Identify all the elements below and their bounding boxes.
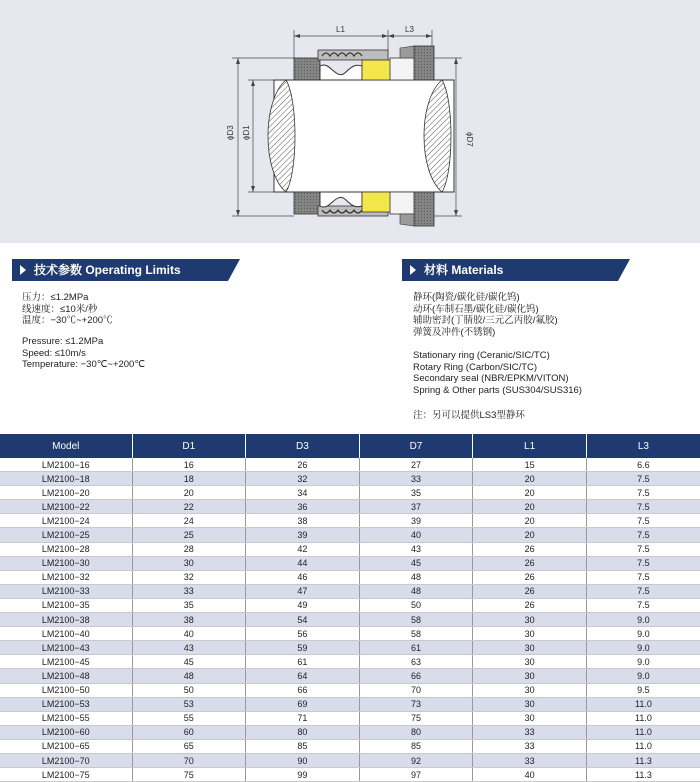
cell-l1: 30 [473, 627, 587, 641]
cell-model: LM2100−20 [0, 486, 132, 500]
cell-l3: 9.0 [586, 627, 700, 641]
cell-model: LM2100−70 [0, 753, 132, 767]
table-body [0, 458, 700, 782]
header-l3: L3 [586, 434, 700, 458]
cell-d3: 26 [246, 458, 360, 472]
cell-l1: 30 [473, 697, 587, 711]
cell-l3: 11.3 [586, 753, 700, 767]
material-cn-spring: 弹簧及冲件(不锈钢) [413, 326, 496, 338]
limit-en-pressure: Pressure: ≤1.2MPa [22, 336, 104, 347]
cell-d1: 32 [132, 570, 246, 584]
cell-l1: 33 [473, 725, 587, 739]
cell-l3: 7.5 [586, 598, 700, 612]
cell-l1: 20 [473, 486, 587, 500]
cell-l3: 7.5 [586, 486, 700, 500]
table-row [0, 711, 700, 725]
cell-d7: 37 [359, 500, 473, 514]
cell-l3: 9.0 [586, 613, 700, 627]
cell-l1: 26 [473, 542, 587, 556]
table-row [0, 627, 700, 641]
cell-d1: 50 [132, 683, 246, 697]
cell-l1: 40 [473, 768, 587, 782]
operating-limits-en [22, 336, 145, 371]
cell-model: LM2100−40 [0, 627, 132, 641]
material-en-secondary: Secondary seal (NBR/EPKM/VITON) [413, 373, 569, 384]
cell-l3: 11.0 [586, 711, 700, 725]
cell-l3: 11.0 [586, 697, 700, 711]
cell-l3: 7.5 [586, 584, 700, 598]
cell-d1: 43 [132, 641, 246, 655]
mechanical-seal-drawing [0, 0, 700, 243]
material-en-spring: Spring & Other parts (SUS304/SUS316) [413, 384, 582, 396]
cell-d7: 73 [359, 697, 473, 711]
lower-seal-assembly [294, 192, 434, 226]
cell-d1: 55 [132, 711, 246, 725]
cell-d3: 39 [246, 528, 360, 542]
cell-model: LM2100−32 [0, 570, 132, 584]
cell-l3: 9.0 [586, 655, 700, 669]
table-row [0, 556, 700, 570]
cell-d7: 75 [359, 711, 473, 725]
cell-d7: 48 [359, 570, 473, 584]
cell-d3: 54 [246, 613, 360, 627]
cell-d1: 40 [132, 627, 246, 641]
table-row [0, 613, 700, 627]
cell-l1: 15 [473, 458, 587, 472]
cell-l1: 26 [473, 556, 587, 570]
table-row [0, 655, 700, 669]
dim-label-d7: ϕD7 [465, 132, 474, 147]
cell-l3: 6.6 [586, 458, 700, 472]
cell-d3: 61 [246, 655, 360, 669]
cell-d7: 58 [359, 627, 473, 641]
materials-note [413, 410, 525, 422]
operating-limits-cn [22, 292, 113, 327]
cell-d1: 28 [132, 542, 246, 556]
cell-l3: 7.5 [586, 570, 700, 584]
cell-d3: 69 [246, 697, 360, 711]
materials-cn [413, 292, 558, 338]
cell-d1: 20 [132, 486, 246, 500]
cell-d7: 70 [359, 683, 473, 697]
cell-d1: 16 [132, 458, 246, 472]
cell-model: LM2100−18 [0, 472, 132, 486]
limit-en-speed: Speed: ≤10m/s [22, 347, 86, 359]
cell-d7: 66 [359, 669, 473, 683]
limit-cn-temperature: 温度：−30℃~+200℃ [22, 315, 113, 326]
cell-d7: 80 [359, 725, 473, 739]
cell-l1: 30 [473, 613, 587, 627]
material-en-stationary: Stationary ring (Ceranic/SIC/TC) [413, 350, 550, 361]
cell-d3: 64 [246, 669, 360, 683]
cell-l1: 20 [473, 528, 587, 542]
cell-model: LM2100−28 [0, 542, 132, 556]
cell-d7: 97 [359, 768, 473, 782]
table-row [0, 669, 700, 683]
material-en-rotary: Rotary Ring (Carbon/SIC/TC) [413, 361, 538, 373]
limit-en-temperature: Temperature: −30℃~+200℃ [22, 359, 146, 370]
cell-d3: 38 [246, 514, 360, 528]
cell-l1: 20 [473, 514, 587, 528]
dim-label-d3: ϕD3 [226, 125, 235, 140]
cell-d3: 46 [246, 570, 360, 584]
spec-table [0, 434, 700, 782]
cell-d3: 36 [246, 500, 360, 514]
table-row [0, 725, 700, 739]
cell-d1: 25 [132, 528, 246, 542]
cell-model: LM2100−30 [0, 556, 132, 570]
cell-d7: 92 [359, 753, 473, 767]
cell-model: LM2100−50 [0, 683, 132, 697]
cell-l1: 20 [473, 472, 587, 486]
cell-d7: 61 [359, 641, 473, 655]
table-row [0, 514, 700, 528]
table-row [0, 458, 700, 472]
cell-d3: 59 [246, 641, 360, 655]
material-cn-secondary: 辅助密封(丁腈胶/三元乙丙胶/氟胶) [413, 315, 558, 326]
cell-l1: 30 [473, 683, 587, 697]
cell-model: LM2100−16 [0, 458, 132, 472]
table-row [0, 472, 700, 486]
cell-d3: 44 [246, 556, 360, 570]
cell-d3: 99 [246, 768, 360, 782]
cell-d7: 39 [359, 514, 473, 528]
cell-d7: 48 [359, 584, 473, 598]
material-cn-rotary: 动环(车制石墨/碳化硅/碳化钨) [413, 303, 539, 315]
cell-l1: 33 [473, 739, 587, 753]
cell-d3: 47 [246, 584, 360, 598]
cell-model: LM2100−75 [0, 768, 132, 782]
cell-d3: 32 [246, 472, 360, 486]
table-row [0, 753, 700, 767]
cell-d1: 24 [132, 514, 246, 528]
cell-l1: 26 [473, 598, 587, 612]
cell-l1: 30 [473, 711, 587, 725]
cell-l3: 7.5 [586, 528, 700, 542]
cell-d1: 45 [132, 655, 246, 669]
operating-limits-header: 技术参数 Operating Limits [12, 259, 228, 281]
cell-l1: 30 [473, 669, 587, 683]
cell-d1: 33 [132, 584, 246, 598]
table-row [0, 683, 700, 697]
cell-l1: 33 [473, 753, 587, 767]
table-row [0, 486, 700, 500]
cell-d7: 43 [359, 542, 473, 556]
table-row [0, 500, 700, 514]
cell-l3: 9.5 [586, 683, 700, 697]
cell-d1: 65 [132, 739, 246, 753]
cell-d7: 40 [359, 528, 473, 542]
cell-l3: 11.0 [586, 725, 700, 739]
cell-d3: 80 [246, 725, 360, 739]
cell-d7: 35 [359, 486, 473, 500]
limit-cn-speed: 线速度：≤10米/秒 [22, 303, 98, 315]
cell-model: LM2100−25 [0, 528, 132, 542]
table-row [0, 570, 700, 584]
cell-model: LM2100−22 [0, 500, 132, 514]
cell-l3: 7.5 [586, 556, 700, 570]
seal-diagram-panel [0, 0, 700, 243]
cell-d1: 38 [132, 613, 246, 627]
cell-d3: 34 [246, 486, 360, 500]
cell-model: LM2100−43 [0, 641, 132, 655]
cell-d1: 35 [132, 598, 246, 612]
table-row [0, 739, 700, 753]
cell-l3: 11.0 [586, 739, 700, 753]
table-row [0, 697, 700, 711]
cell-l1: 20 [473, 500, 587, 514]
cell-d1: 18 [132, 472, 246, 486]
cell-d7: 33 [359, 472, 473, 486]
cell-d3: 71 [246, 711, 360, 725]
shaft [268, 80, 454, 192]
table-row [0, 768, 700, 782]
header-l1: L1 [473, 434, 587, 458]
cell-l3: 7.5 [586, 500, 700, 514]
cell-l1: 26 [473, 570, 587, 584]
cell-model: LM2100−38 [0, 613, 132, 627]
materials-en [413, 350, 582, 396]
cell-d7: 63 [359, 655, 473, 669]
cell-d7: 58 [359, 613, 473, 627]
table-row [0, 542, 700, 556]
cell-model: LM2100−48 [0, 669, 132, 683]
cell-model: LM2100−55 [0, 711, 132, 725]
cell-d1: 60 [132, 725, 246, 739]
cell-d1: 70 [132, 753, 246, 767]
cell-l3: 7.5 [586, 472, 700, 486]
table-row [0, 598, 700, 612]
cell-l1: 30 [473, 655, 587, 669]
table-header-row [0, 434, 700, 458]
header-d1: D1 [132, 434, 246, 458]
cell-model: LM2100−45 [0, 655, 132, 669]
cell-model: LM2100−60 [0, 725, 132, 739]
material-cn-stationary: 静环(陶瓷/碳化硅/碳化钨) [413, 292, 520, 303]
cell-d1: 48 [132, 669, 246, 683]
table-row [0, 641, 700, 655]
limit-cn-pressure: 压力：≤1.2MPa [22, 292, 89, 303]
cell-l3: 9.0 [586, 669, 700, 683]
cell-model: LM2100−65 [0, 739, 132, 753]
cell-l3: 9.0 [586, 641, 700, 655]
table-row [0, 584, 700, 598]
cell-l1: 30 [473, 641, 587, 655]
materials-note-text: 注：另可以提供LS3型静环 [413, 410, 525, 421]
cell-d1: 22 [132, 500, 246, 514]
cell-d3: 42 [246, 542, 360, 556]
cell-d1: 53 [132, 697, 246, 711]
cell-model: LM2100−35 [0, 598, 132, 612]
cell-d7: 45 [359, 556, 473, 570]
cell-l1: 26 [473, 584, 587, 598]
cell-d3: 66 [246, 683, 360, 697]
upper-seal-assembly [294, 46, 434, 80]
dim-label-d1: ϕD1 [242, 125, 251, 140]
header-model: Model [0, 434, 132, 458]
cell-l3: 11.3 [586, 768, 700, 782]
cell-d3: 49 [246, 598, 360, 612]
cell-d1: 30 [132, 556, 246, 570]
header-d3: D3 [246, 434, 360, 458]
dim-label-l1: L1 [336, 25, 345, 34]
cell-d7: 27 [359, 458, 473, 472]
cell-d1: 75 [132, 768, 246, 782]
cell-d3: 85 [246, 739, 360, 753]
dim-label-l3: L3 [405, 25, 414, 34]
cell-d7: 50 [359, 598, 473, 612]
table-row [0, 528, 700, 542]
materials-header: 材料 Materials [402, 259, 618, 281]
cell-d3: 90 [246, 753, 360, 767]
cell-d7: 85 [359, 739, 473, 753]
cell-l3: 7.5 [586, 542, 700, 556]
cell-model: LM2100−24 [0, 514, 132, 528]
header-d7: D7 [359, 434, 473, 458]
cell-model: LM2100−33 [0, 584, 132, 598]
cell-model: LM2100−53 [0, 697, 132, 711]
cell-d3: 56 [246, 627, 360, 641]
cell-l3: 7.5 [586, 514, 700, 528]
